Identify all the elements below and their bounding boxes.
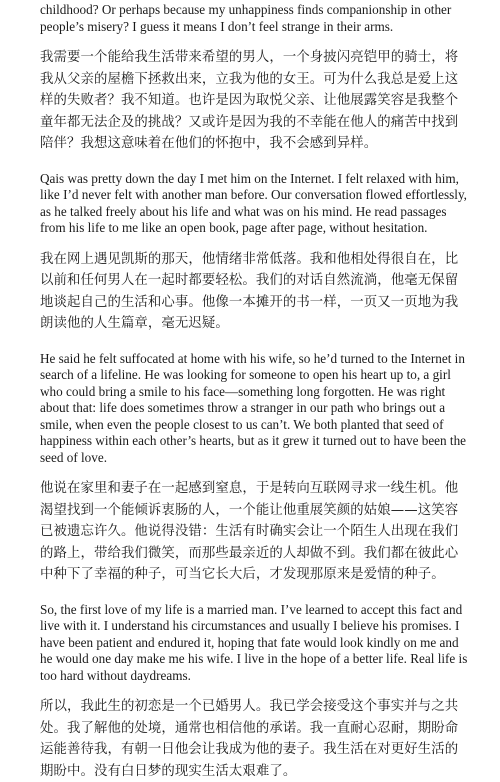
paragraph-zh-4: 所以，我此生的初恋是一个已婚男人。我已学会接受这个事实并与之共处。我了解他的处境，通常也相信他的承诺。我一直耐心忍耐，期盼命运能善待我，有朝一日他会让我成为他的妻子。我生活在对更好生活的期盼中。没有白日梦的现实生活太艰难了。 xyxy=(40,699,459,779)
document-page xyxy=(40,0,470,779)
paragraph-en-4: So, the first love of my life is a married man. I’ve learned to accept this fact and live with it. I understand his circumstances and usually I believe his promises. I have been patient and endured it, hoping that fate would look kindly on me and he would one day make me his wife. I live in the hope of a better life. Real life is too hard without daydreams. xyxy=(40,601,468,683)
paragraph-zh-2: 我在网上遇见凯斯的那天，他情绪非常低落。我和他相处得很自在，比以前和任何男人在一起时都要轻松。我们的对话自然流淌，他毫无保留地谈起自己的生活和心事。他像一本摊开的书一样，一页又一页地为我朗读他的人生篇章，毫无迟疑。 xyxy=(40,251,459,331)
paragraph-en-2: Qais was pretty down the day I met him on the Internet. I felt relaxed with him, like I’d never felt with another man before. Our conversation flowed effortlessly, as he talked freely about his life and what was on his mind. He read passages from his life to me like an open book, page after page, without hesitation. xyxy=(40,170,467,235)
paragraph-zh-1: 我需要一个能给我生活带来希望的男人，一个身披闪亮铠甲的骑士，将我从父亲的屋檐下拯救出来，立我为他的女王。可为什么我总是爱上这样的失败者？我不知道。也许是因为取悦父亲、让他展露笑容是我整个童年都无法企及的挑战？又或许是因为我的不幸能在他人的痛苦中找到陪伴？我想这意味着在他们的怀抱中，我不会感到异样。 xyxy=(40,50,459,151)
paragraph-en-3: He said he felt suffocated at home with his wife, so he’d turned to the Internet in search of a lifeline. He was looking for someone to open his heart up to, a girl who could bring a smile to his face—something long forgotten. He was right about that: life does sometimes throw a stranger in our path who brings out a smile, when even the people closest to us can’t. We both planted that seed of happiness within each other’s hearts, but as it grew it turned out to have been the seed of love. xyxy=(40,350,467,465)
paragraph-en-1: childhood? Or perhaps because my unhappiness finds companionship in other people’s misery? I guess it means I don’t feel strange in their arms. xyxy=(40,2,452,34)
paragraph-zh-3: 他说在家里和妻子在一起感到窒息，于是转向互联网寻求一线生机。他渴望找到一个能倾诉衷肠的人，一个能让他重展笑颜的姑娘——这笑容已被遗忘许久。他说得没错：生活有时确实会让一个陌生人出现在我们的路上，带给我们微笑，而那些最亲近的人却做不到。我们都在彼此心中种下了幸福的种子，可当它长大后，才发现那原来是爱情的种子。 xyxy=(40,481,459,582)
